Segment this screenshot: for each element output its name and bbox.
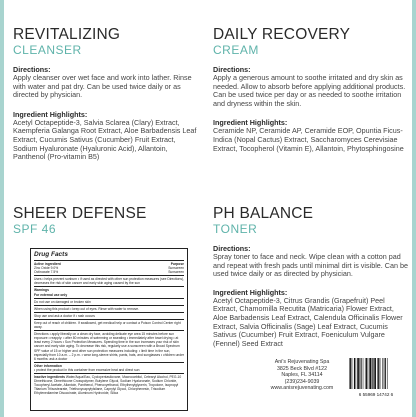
divider xyxy=(34,305,184,306)
barcode-bar xyxy=(372,358,373,389)
divider xyxy=(34,330,184,331)
website: www.anisrejuvenating.com xyxy=(270,385,334,392)
warnings-external: For external use only xyxy=(34,292,68,297)
ingredients-heading: Ingredient Highlights: xyxy=(13,109,88,119)
contact-block xyxy=(262,359,342,392)
df-directions-text: Directions • apply liberally on a clean dry face, avoiding delicate eye area 15 minutes before sun exposure • reapply: • after 80 minutes of swimming or sweating • immediately after towel drying • at least every 2 hours • Sun Protection Measures. Spending time in the sun increases your risk of skin cancer and early skin aging. To decrease this risk, regularly use a sunscreen with a Broad Spectrum SPF value of 15 or higher and other sun protection measures including: • limit time in the sun, especially from 10 a.m. – 2 p.m. • wear long-sleeve shirts, pants, hats, and sunglasses • children under 6 months: ask a doctor xyxy=(34,332,185,361)
barcode-bar xyxy=(363,358,364,389)
right-edge-stripe xyxy=(412,0,416,417)
product-title: DAILY RECOVERY xyxy=(213,26,351,43)
barcode-bar xyxy=(354,358,355,389)
barcode-bar xyxy=(359,358,360,389)
barcode xyxy=(346,356,406,398)
directions-text: Apply cleanser over wet face and work into lather. Rinse with water and pat dry. Can be used twice daily or as directed by physician. xyxy=(13,73,192,100)
warning-line: Do not use on damaged or broken skin xyxy=(34,299,91,304)
divider xyxy=(34,312,184,313)
ingredients-heading: Ingredient Highlights: xyxy=(213,287,288,297)
active-purpose: Sunscreen xyxy=(168,270,184,275)
barcode-bar xyxy=(384,358,385,389)
barcode-bar xyxy=(350,358,351,389)
divider xyxy=(34,298,184,299)
barcode-bar xyxy=(366,358,367,389)
drug-facts-panel xyxy=(30,248,188,411)
active-purpose: Sunscreen xyxy=(168,266,184,271)
active-ingredient: Octinoxate 7.5% xyxy=(34,270,59,275)
barcode-bar xyxy=(377,358,378,389)
warning-line: When using this product • keep out of eyes. Rinse with water to remove. xyxy=(34,306,140,311)
barcode-bar xyxy=(374,358,376,389)
product-subtitle: CLEANSER xyxy=(13,43,82,57)
drug-facts-title: Drug Facts xyxy=(34,251,68,258)
directions-heading: Directions: xyxy=(213,244,251,253)
divider xyxy=(34,319,184,320)
ingredients-heading: Ingredient Highlights: xyxy=(213,118,288,128)
barcode-bar xyxy=(356,358,357,389)
barcode-bar xyxy=(352,358,353,389)
uses-text: Uses • helps prevent sunburn • if used as directed with other sun protection measures (see Directions), decreases the risk of skin cancer and early skin aging caused by the sun xyxy=(34,277,185,286)
warning-line: Stop use and ask a doctor if • rash occurs xyxy=(34,313,95,318)
ingredients-text: Acetyl Octapeptide-3, Citrus Grandis (Grapefruit) Peel Extract, Chamomilla Recutita (Matricaria) Flower Extract, Aloe Barbadensis Leaf Extract, Calendula Officinalis Flower Extract, Salvia Officinalis (Sage) Leaf Extract, Cucumis Sativus (Cucumber) Fruit Extract, Foeniculum Vulgare (Fennel) Seed Extract xyxy=(213,295,403,348)
barcode-bar xyxy=(368,358,369,389)
sheer-defense-section xyxy=(13,205,200,244)
active-row xyxy=(34,270,184,274)
barcode-bar xyxy=(380,358,381,389)
other-info-text: • protect the product in this container from excessive heat and direct sun xyxy=(34,367,140,372)
barcode-bar xyxy=(378,358,379,389)
barcode-number: 6 55969 14742 6 xyxy=(358,392,394,397)
revitalizing-cleanser-section xyxy=(13,26,198,162)
barcode-bar xyxy=(373,358,374,389)
directions-heading: Directions: xyxy=(13,65,51,74)
active-ingredient-heading: Active ingredient xyxy=(34,262,61,266)
barcode-bar xyxy=(361,358,362,389)
barcode-bar xyxy=(365,358,366,389)
product-subtitle: SPF 46 xyxy=(13,222,57,236)
inactive-text: Water/Aqua/Eau, Cyclopentasiloxane, Macrocarbitol, Cetearyl Alcohol, PEG-10 Dimethicone, Dimethicone Crosspolymer, Butylene Glycol, Sodium Hyaluronate, Sodium Chloride, Tocopheryl Acetate, Allantoin, Panthenol, Phenoxyethanol, Ethylhexylglycerin, Tropolone, Isopropyl Titanium Triisostearate, Triethoxycaprylylsilane, Caprylyl Glycol, Chlorphenesin, Trisodium Ethylenediamine Disuccinate, Aluminum Hydroxide, Silica xyxy=(34,374,182,396)
divider xyxy=(34,373,184,374)
divider xyxy=(34,275,184,276)
directions-text: Spray toner to face and neck. Wipe clean with a cotton pad and repeat with fresh pads until minimal dirt is visible. Can be used twice daily or as directed by physician. xyxy=(213,252,408,279)
barcode-bar xyxy=(387,358,388,389)
product-subtitle: TONER xyxy=(213,222,258,236)
product-title: REVITALIZING xyxy=(13,26,121,43)
divider xyxy=(34,286,184,287)
barcode-bar xyxy=(349,358,350,389)
barcode-bar xyxy=(369,358,371,389)
ingredients-text: Ceramide NP, Ceramide AP, Ceramide EOP, Opuntia Ficus-Indica (Nopal Cactus) Extract, Saccharomyces Cerevisiae Extract, Tocopherol (Vitamin E), Allantoin, Phytosphingosine xyxy=(213,126,404,153)
product-title: PH BALANCE xyxy=(213,205,314,222)
address-line-2: Naples, FL 34114 xyxy=(281,372,323,379)
business-name: Ani's Rejuvenating Spa xyxy=(274,359,330,365)
warnings-heading: Warnings xyxy=(34,288,49,293)
address-line-1: 3825 Beck Blvd #122 xyxy=(276,365,328,372)
other-info-heading: Other information xyxy=(34,363,62,368)
inactive-heading: Inactive ingredients xyxy=(34,374,65,379)
directions-heading: Directions: xyxy=(213,65,251,74)
purpose-heading: Purpose xyxy=(170,262,184,266)
warning-line: Keep out of reach of children. If swallowed, get medical help or contact a Poison Control Center right away. xyxy=(34,320,181,330)
divider xyxy=(34,260,184,261)
ph-balance-toner-section xyxy=(213,205,408,348)
product-subtitle: CREAM xyxy=(213,43,259,57)
barcode-bar xyxy=(385,358,386,389)
barcode-bar xyxy=(382,358,383,389)
daily-recovery-cream-section xyxy=(213,26,408,153)
left-edge-stripe xyxy=(0,0,4,417)
active-ingredient: Zinc Oxide 9.0% xyxy=(34,266,59,271)
product-title: SHEER DEFENSE xyxy=(13,205,147,222)
barcode-bar xyxy=(357,358,359,389)
phone-number: (239)234-9039 xyxy=(284,378,320,385)
divider xyxy=(34,362,184,363)
ingredients-text: Acetyl Octapeptide-3, Salvia Sclarea (Clary) Extract, Kaempferia Galanga Root Extract, Aloe Barbadensis Leaf Extract, Cucumis Sativus (Cucumber) Fruit Extract, Sodium Hyaluronate (Hyaluronic Acid), Allantoin, Panthenol (Pro-vitamin B5) xyxy=(13,117,197,162)
directions-text: Apply a generous amount to soothe irritated and dry skin as needed. Allow to absorb before applying additional products. Can be used twice per day or as needed to soothe irritation and dryness within the skin. xyxy=(213,73,406,108)
